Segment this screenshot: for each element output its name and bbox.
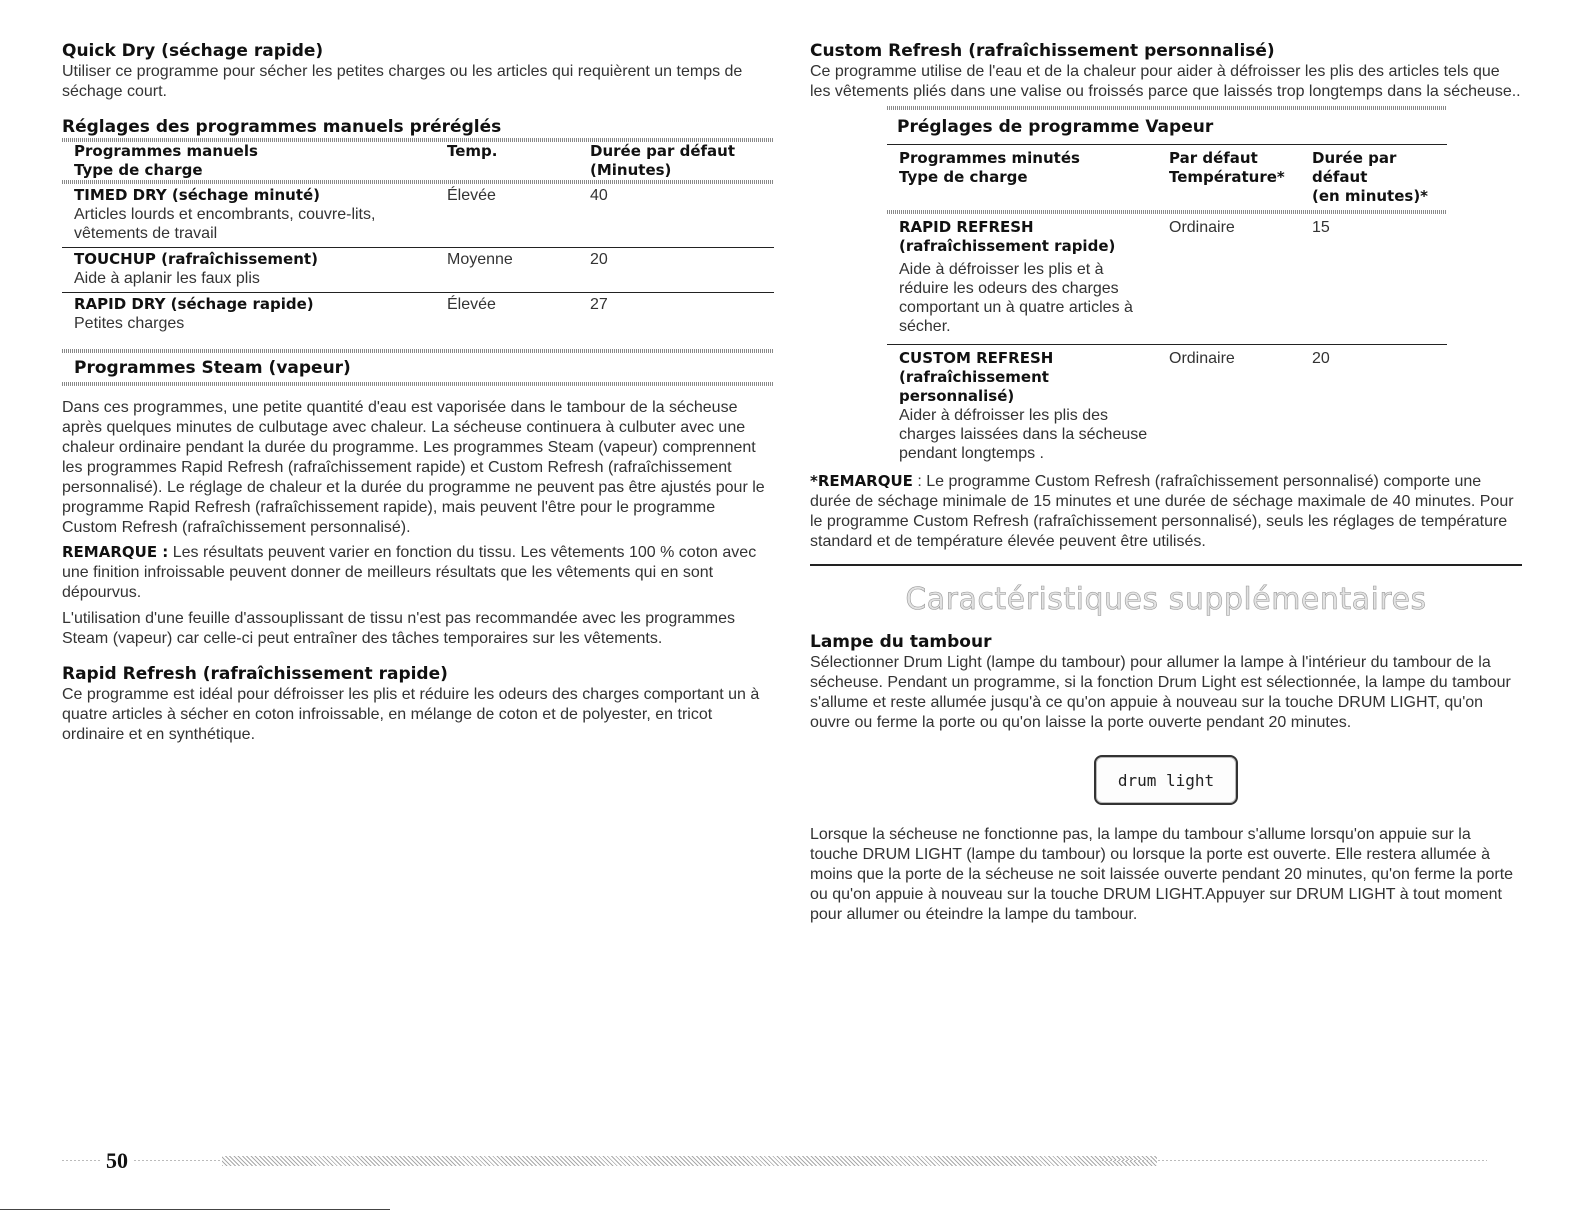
row-name-sub: (rafraîchissement personnalisé) bbox=[899, 368, 1049, 405]
drum-lamp-body: Sélectionner Drum Light (lampe du tambour) pour allumer la lampe à l'intérieur du tambour de la sécheuse. Pendant un programme, si la fonction Drum Light est sélectionnée, la lampe du tambour s'allume et reste allumée jusqu'à ce qu'on appuie à nouveau sur la touche DRUM LIGHT, qu'on ouvre ou ferme la porte ou qu'on laisse la porte ouverte pendant 20 minutes. bbox=[810, 654, 1511, 731]
steam-top-hatch bbox=[62, 349, 774, 353]
header-temperature: Température* bbox=[1169, 168, 1285, 186]
table-row bbox=[887, 214, 1447, 344]
custom-refresh-body: Ce programme utilise de l'eau et de la chaleur pour aider à défroisser les plis des articles tels que les vêtements pliés dans une valise ou froissés parce que laissés trop longtemps dans la sécheuse.. bbox=[810, 63, 1521, 100]
remark-text: : Le programme Custom Refresh (rafraîchissement personnalisé) comporte une durée de séchage minimale de 15 minutes et une durée de séchage maximale de 40 minutes. Pour le programme Custom Refresh (rafraîchissement personnalisé), seuls les réglages de température standard et de température élevée peuvent être utilisés. bbox=[810, 473, 1514, 550]
remark-label: *REMARQUE bbox=[810, 472, 913, 490]
steam-body-2: L'utilisation d'une feuille d'assouplissant de tissu n'est pas recommandée avec les programmes Steam (vapeur) car celle-ci peut entraîner des tâches temporaires sur les vêtements. bbox=[62, 610, 736, 647]
row-desc: Petites charges bbox=[74, 315, 185, 332]
row-temp: Élevée bbox=[447, 296, 496, 313]
rapid-refresh-body: Ce programme est idéal pour défroisser les plis et réduire les odeurs des charges comportant un à quatre articles à sécher en coton infroissable, en mélange de coton et de polyester, en tricot ordinaire et en synthétique. bbox=[62, 686, 760, 743]
steam-table-header bbox=[887, 145, 1447, 210]
steam-bottom-hatch bbox=[62, 382, 774, 386]
steam-presets-table bbox=[887, 106, 1447, 469]
steam-note-label: REMARQUE : bbox=[62, 543, 169, 561]
custom-refresh-heading: Custom Refresh (rafraîchissement personnalisé) bbox=[810, 41, 1275, 61]
table-row bbox=[887, 345, 1447, 469]
header-default-time: Durée par défaut bbox=[590, 142, 735, 160]
steam-body: Dans ces programmes, une petite quantité d'eau est vaporisée dans le tambour de la sécheuse après quelques minutes de culbutage avec chaleur. La sécheuse continuera à culbuter avec une chaleur ordinaire pendant la durée du programme. Les programmes Steam (vapeur) comprennent les programmes Rapid Refresh (rafraîchissement rapide) et Custom Refresh (rafraîchissement personnalisé). Le réglage de chaleur et la durée du programme ne peuvent pas être ajustés pour le programme Rapid Refresh (rafraîchissement rapide), mais peuvent l'être pour le programme Custom Refresh (rafraîchissement personnalisé). bbox=[62, 399, 765, 536]
row-time: 20 bbox=[1312, 350, 1330, 367]
header-timed-programs: Programmes minutés bbox=[899, 149, 1080, 167]
footer-dotted-line bbox=[1102, 1160, 1487, 1161]
steam-note bbox=[62, 542, 774, 603]
row-time: 20 bbox=[590, 251, 608, 268]
manual-presets-heading: Réglages des programmes manuels préréglés bbox=[62, 117, 502, 137]
row-temp: Moyenne bbox=[447, 251, 513, 268]
bottom-edge-line bbox=[0, 1209, 390, 1210]
row-name: RAPID REFRESH bbox=[899, 218, 1034, 236]
row-desc: Aide à défroisser les plis et à réduire les odeurs des charges comportant un à quatre articles à sécher. bbox=[899, 261, 1133, 335]
page-number: 50 bbox=[106, 1148, 128, 1173]
steam-note-text: Les résultats peuvent varier en fonction du tissu. Les vêtements 100 % coton avec une finition infroissable peuvent donner de meilleurs résultats que les vêtements qui en sont dépourvus. bbox=[62, 544, 757, 601]
header-in-minutes: (en minutes)* bbox=[1312, 187, 1429, 205]
row-time: 27 bbox=[590, 296, 608, 313]
row-time: 15 bbox=[1312, 219, 1330, 236]
drum-light-button-figure bbox=[810, 755, 1522, 805]
row-time: 40 bbox=[590, 187, 608, 204]
header-temp: Temp. bbox=[447, 142, 498, 160]
header-duration: Durée par bbox=[1312, 149, 1397, 167]
footer-dotted-line bbox=[62, 1160, 102, 1161]
header-default-2: défaut bbox=[1312, 168, 1368, 186]
drum-lamp-body-2: Lorsque la sécheuse ne fonctionne pas, la lampe du tambour s'allume lorsqu'on appuie sur la touche DRUM LIGHT (lampe du tambour) ou lorsque la porte est ouverte. Elle restera allumée à moins que la porte de la sécheuse ne soit laissée ouverte pendant 20 minutes, qu'on ferme la porte ou qu'on appuie à nouveau sur la touche DRUM LIGHT.Appuyer sur DRUM LIGHT à tout moment pour allumer ou éteindre la lampe du tambour. bbox=[810, 826, 1514, 923]
header-load-type: Type de charge bbox=[74, 161, 203, 179]
header-minutes: (Minutes) bbox=[590, 161, 672, 179]
manual-presets-table bbox=[62, 142, 774, 349]
steam-presets-heading: Préglages de programme Vapeur bbox=[897, 117, 1214, 137]
header-programs: Programmes manuels bbox=[74, 142, 258, 160]
drum-lamp-heading: Lampe du tambour bbox=[810, 632, 992, 652]
custom-refresh-remark bbox=[810, 471, 1522, 552]
table-header bbox=[62, 142, 774, 180]
section-divider bbox=[810, 564, 1522, 566]
row-desc: Aider à défroisser les plis des charges laissées dans la sécheuse pendant longtemps . bbox=[899, 407, 1148, 462]
header-load-type: Type de charge bbox=[899, 168, 1028, 186]
row-name: TIMED DRY (séchage minuté) bbox=[74, 186, 321, 204]
header-default: Par défaut bbox=[1169, 149, 1258, 167]
table-row bbox=[62, 248, 774, 292]
row-temp: Ordinaire bbox=[1169, 219, 1235, 236]
table-row bbox=[62, 184, 774, 247]
drum-light-button[interactable]: drum light bbox=[1094, 755, 1238, 805]
footer-dotted-line bbox=[134, 1160, 222, 1161]
steam-heading: Programmes Steam (vapeur) bbox=[74, 358, 351, 378]
row-name: CUSTOM REFRESH bbox=[899, 349, 1054, 367]
row-desc: Aide à aplanir les faux plis bbox=[74, 270, 260, 287]
additional-features-banner: Caractéristiques supplémentaires bbox=[905, 582, 1427, 617]
footer-hatched-bar bbox=[222, 1156, 1157, 1166]
row-name-sub: (rafraîchissement rapide) bbox=[899, 237, 1116, 255]
page-footer bbox=[62, 1148, 1487, 1174]
row-name: TOUCHUP (rafraîchissement) bbox=[74, 250, 318, 268]
row-name: RAPID DRY (séchage rapide) bbox=[74, 295, 314, 313]
rapid-refresh-heading: Rapid Refresh (rafraîchissement rapide) bbox=[62, 664, 448, 684]
row-desc: Articles lourds et encombrants, couvre-lits, vêtements de travail bbox=[74, 206, 376, 242]
table-row bbox=[62, 293, 774, 349]
quick-dry-body: Utiliser ce programme pour sécher les petites charges ou les articles qui requièrent un temps de séchage court. bbox=[62, 63, 743, 100]
steam-table-hatch bbox=[887, 106, 1447, 110]
row-temp: Élevée bbox=[447, 187, 496, 204]
left-column bbox=[62, 40, 774, 745]
row-temp: Ordinaire bbox=[1169, 350, 1235, 367]
quick-dry-heading: Quick Dry (séchage rapide) bbox=[62, 41, 324, 61]
right-column bbox=[810, 40, 1522, 925]
